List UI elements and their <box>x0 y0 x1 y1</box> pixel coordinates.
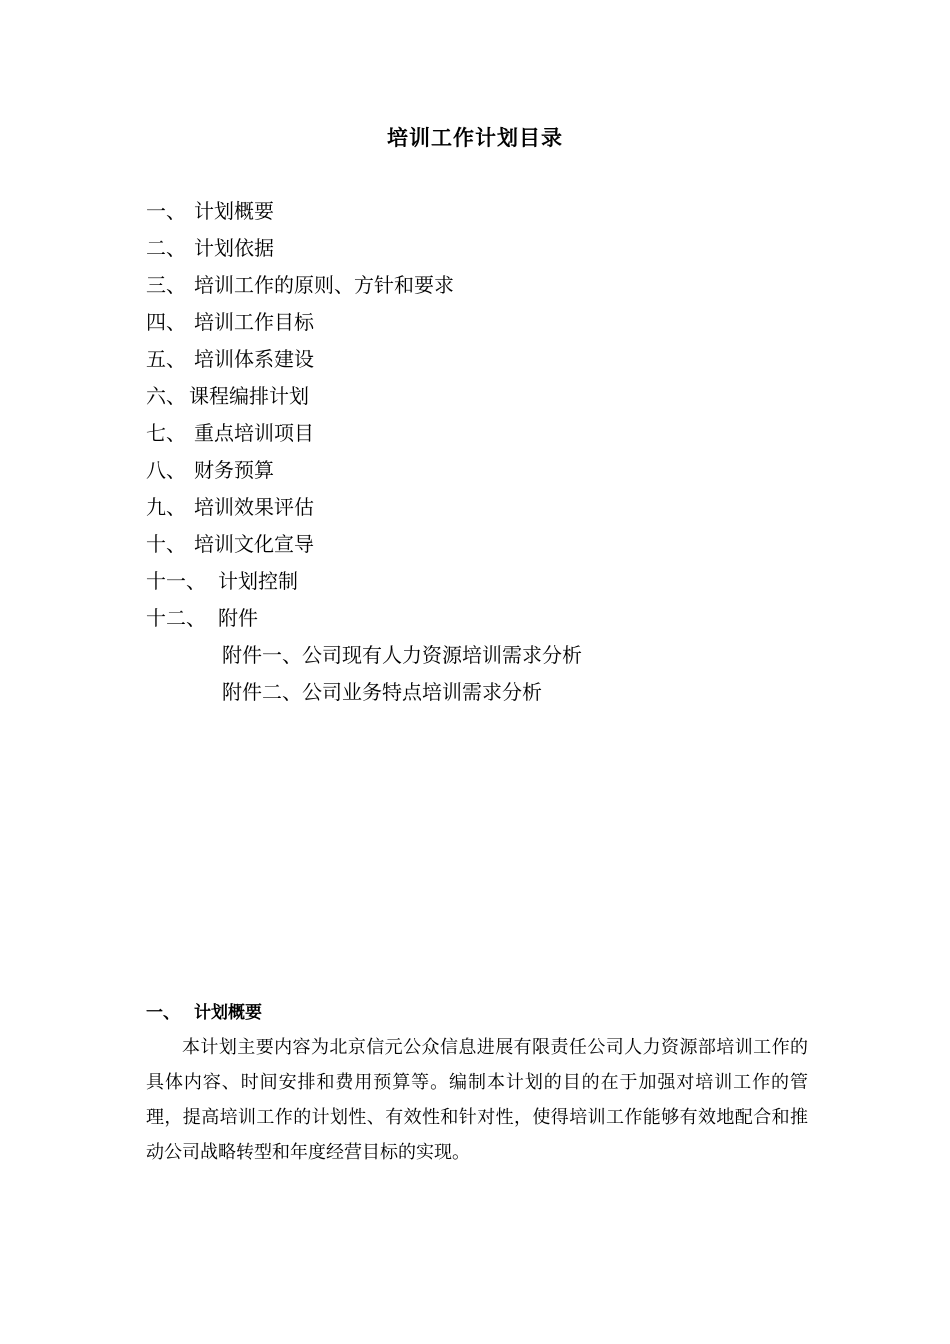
toc-item-number: 十一、 <box>146 569 206 593</box>
toc-item-text: 培训体系建设 <box>194 347 314 371</box>
toc-item-5 <box>146 341 846 378</box>
toc-item-number: 二、 <box>146 236 186 260</box>
toc-item-4 <box>146 304 846 341</box>
toc-item-text: 财务预算 <box>194 458 274 482</box>
toc-item-text: 附件 <box>218 606 258 630</box>
toc-item-1 <box>146 193 846 230</box>
toc-subitem-2 <box>146 674 846 711</box>
toc-subitem-1 <box>146 637 846 674</box>
toc-item-text: 培训工作目标 <box>194 310 314 334</box>
toc-item-text: 培训文化宣导 <box>194 532 314 556</box>
toc-item-7 <box>146 415 846 452</box>
toc-item-text: 重点培训项目 <box>194 421 314 445</box>
toc-subitem-text: 附件一、公司现有人力资源培训需求分析 <box>222 643 582 667</box>
toc-item-number: 九、 <box>146 495 186 519</box>
section-plan-overview <box>146 996 808 1170</box>
section-heading <box>146 996 808 1030</box>
toc-item-text: 培训效果评估 <box>194 495 314 519</box>
toc-item-number: 十、 <box>146 532 186 556</box>
toc-item-text: 计划依据 <box>194 236 274 260</box>
toc-item-12 <box>146 600 846 637</box>
section-heading-text: 计划概要 <box>194 1003 262 1023</box>
toc-item-number: 一、 <box>146 199 186 223</box>
toc-item-2 <box>146 230 846 267</box>
toc-item-number: 六、 <box>146 384 186 408</box>
toc-title: 培训工作计划目录 <box>387 125 563 150</box>
toc-item-text: 计划概要 <box>194 199 274 223</box>
toc-item-number: 八、 <box>146 458 186 482</box>
toc-item-6 <box>146 378 846 415</box>
toc-item-10 <box>146 526 846 563</box>
section-number: 一、 <box>146 1003 180 1023</box>
toc-list <box>146 193 846 711</box>
toc-item-9 <box>146 489 846 526</box>
toc-item-number: 四、 <box>146 310 186 334</box>
toc-item-8 <box>146 452 846 489</box>
toc-item-3 <box>146 267 846 304</box>
toc-item-text: 计划控制 <box>218 569 298 593</box>
toc-subitem-text: 附件二、公司业务特点培训需求分析 <box>222 680 542 704</box>
section-body-paragraph: 本计划主要内容为北京信元公众信息进展有限责任公司人力资源部培训工作的具体内容、时间安排和费用预算等。编制本计划的目的在于加强对培训工作的管理，提高培训工作的计划性、有效性和针对性，使得培训工作能够有效地配合和推动公司战略转型和年度经营目标的实现。 <box>146 1037 808 1163</box>
toc-item-number: 三、 <box>146 273 186 297</box>
toc-item-number: 七、 <box>146 421 186 445</box>
toc-item-number: 五、 <box>146 347 186 371</box>
toc-item-number: 十二、 <box>146 606 206 630</box>
toc-item-text: 培训工作的原则、方针和要求 <box>194 273 454 297</box>
toc-item-text: 课程编排计划 <box>189 384 309 408</box>
toc-item-11 <box>146 563 846 600</box>
